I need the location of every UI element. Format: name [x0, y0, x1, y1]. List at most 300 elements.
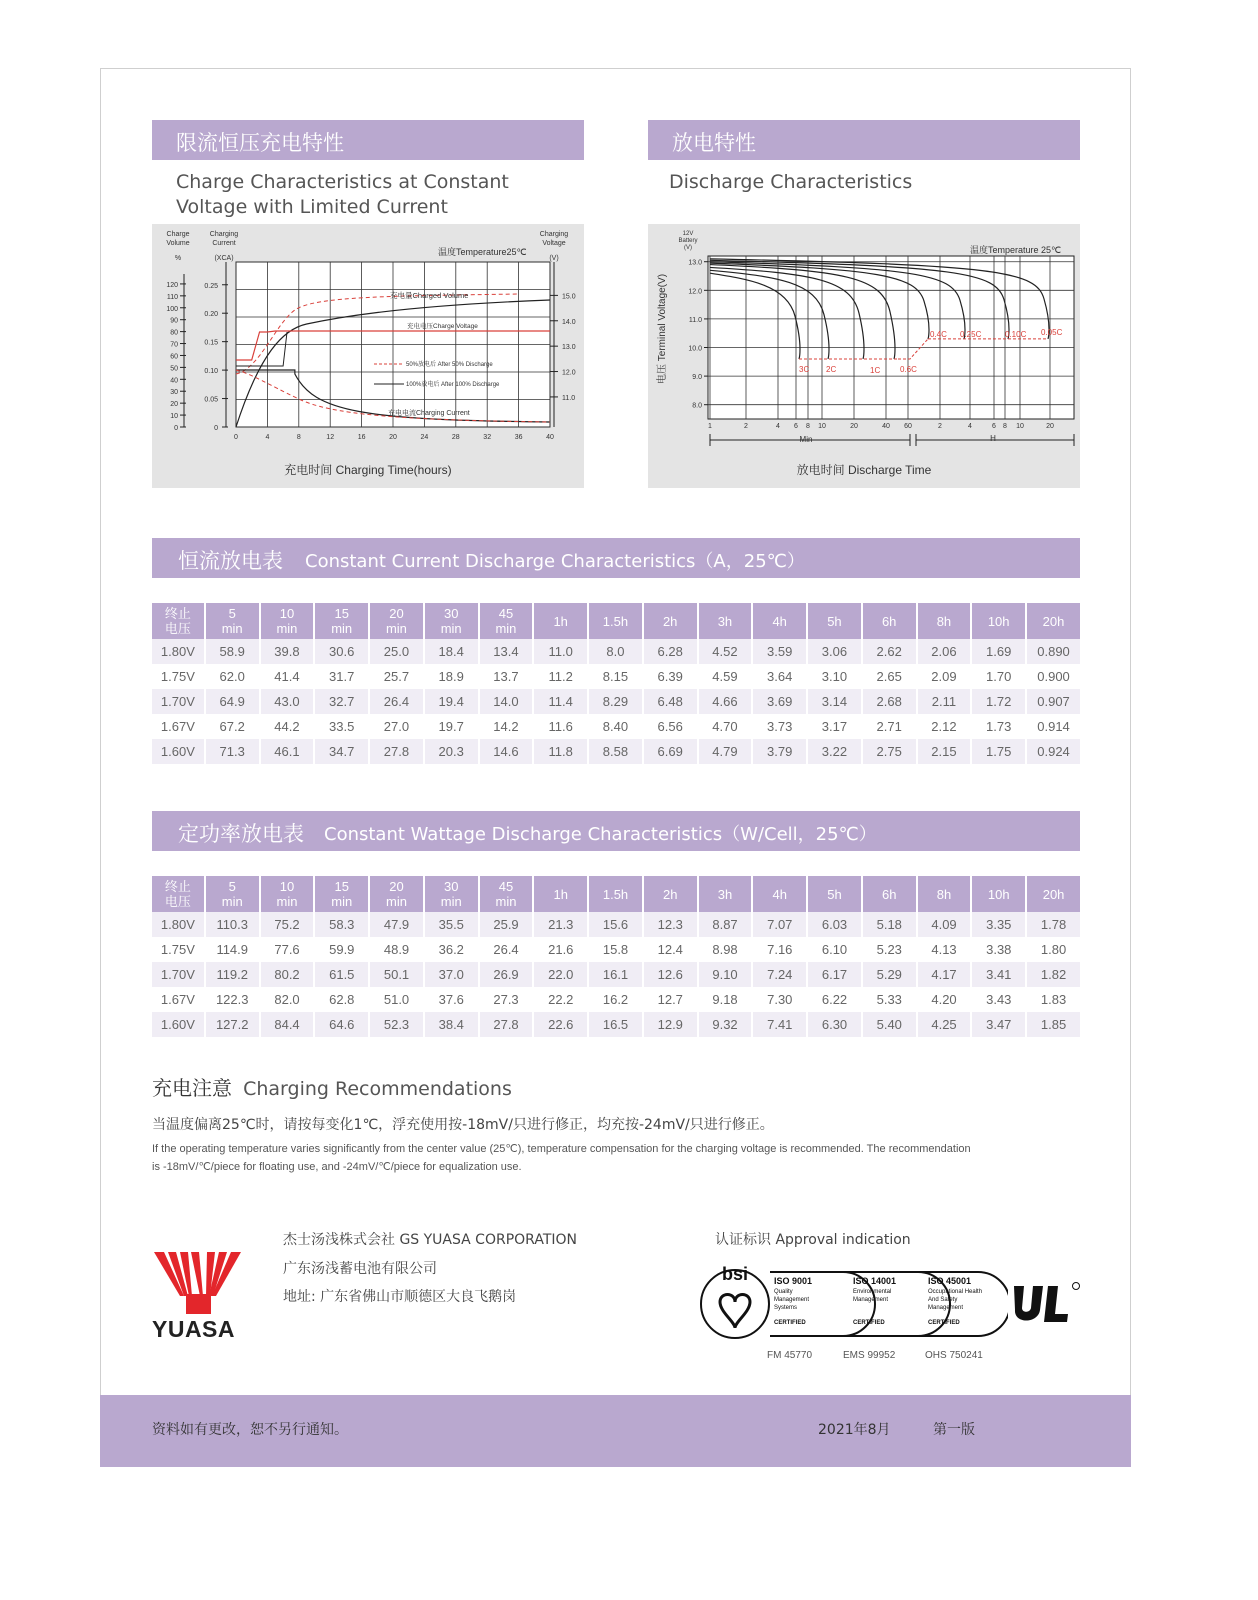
charge-section-title: 限流恒压充电特性 — [176, 131, 344, 155]
cc-table-cell: 27.0 — [370, 714, 423, 739]
cw-table-cell: 82.0 — [261, 987, 314, 1012]
cw-table-cell: 52.3 — [370, 1012, 423, 1037]
cw-table-cell: 6.22 — [808, 987, 861, 1012]
footer-date: 2021年8月 — [818, 1422, 891, 1438]
cw-table-cell: 27.3 — [480, 987, 533, 1012]
cc-table-cell: 27.8 — [370, 739, 423, 764]
cc-table-cell: 31.7 — [315, 664, 368, 689]
cc-header-cell: 45 min — [480, 603, 533, 639]
bsi-heart-icon — [720, 1295, 750, 1329]
cc-table-cell: 1.73 — [972, 714, 1025, 739]
charge-x-tick: 8 — [296, 434, 301, 441]
cc-table-cell: 2.68 — [863, 689, 916, 714]
cw-header-cell: 6h — [863, 876, 916, 912]
cw-table-cell: 127.2 — [206, 1012, 259, 1037]
cc-table-cell: 1.67V — [152, 714, 204, 739]
charge-x-tick: 4 — [265, 434, 270, 441]
cc-table-cell: 34.7 — [315, 739, 368, 764]
cc-table-cell: 1.60V — [152, 739, 204, 764]
discharge-x-tick-h: 6 — [992, 423, 996, 430]
charge-volume-tick: 0 — [174, 425, 178, 432]
company-line1: 杰士汤浅株式会社 GS YUASA CORPORATION — [283, 1232, 577, 1248]
cc-header-cell: 10h — [972, 603, 1025, 639]
cc-table-cell: 3.73 — [753, 714, 806, 739]
cc-table-cell: 2.11 — [918, 689, 971, 714]
cc-table-cell: 20.3 — [425, 739, 478, 764]
cw-table-cell: 4.17 — [918, 962, 971, 987]
cc-table-cell: 11.0 — [534, 639, 587, 664]
cc-table-cell: 39.8 — [261, 639, 314, 664]
cc-table-cell: 43.0 — [261, 689, 314, 714]
cert-2-status: CERTIFIED — [853, 1320, 885, 1326]
bsi-certification-mark — [698, 1262, 1008, 1342]
cw-table-cell: 75.2 — [261, 912, 314, 937]
cw-table-cell: 9.32 — [699, 1012, 752, 1037]
charge-axis-right-l3: (V) — [549, 255, 559, 262]
cert-2-desc-2: Management — [853, 1297, 889, 1303]
after-100-discharge-label: 100%放电后 After 100% Discharge — [406, 382, 500, 388]
charge-voltage-tick: 13.0 — [562, 344, 576, 352]
cc-table-cell: 13.7 — [480, 664, 533, 689]
cw-table-cell: 37.0 — [425, 962, 478, 987]
charge-xlabel: 充电时间 Charging Time(hours) — [284, 463, 452, 477]
cc-header-cell: 10 min — [261, 603, 314, 639]
cc-header-cell: 终止 电压 — [152, 603, 204, 639]
cc-table-cell: 71.3 — [206, 739, 259, 764]
cc-table-cell: 1.75V — [152, 664, 204, 689]
cw-table-cell: 64.6 — [315, 1012, 368, 1037]
cw-header-cell: 3h — [699, 876, 752, 912]
charge-volume-tick: 120 — [166, 281, 178, 289]
discharge-y-tick: 12.0 — [688, 288, 702, 296]
charge-x-tick: 24 — [420, 434, 429, 441]
ul-mark-icon — [1010, 1280, 1082, 1326]
cc-table-cell: 11.4 — [534, 689, 587, 714]
discharge-battery-l1: 12V — [682, 231, 694, 237]
cc-table-cell: 44.2 — [261, 714, 314, 739]
cw-table-cell: 7.07 — [753, 912, 806, 937]
cert-3-desc-1: Occupational Health — [928, 1289, 983, 1295]
cw-table-cell: 77.6 — [261, 937, 314, 962]
cw-table-cell: 51.0 — [370, 987, 423, 1012]
charge-axis-left2-l3: (XCA) — [214, 255, 234, 262]
charge-volume-tick: 50 — [170, 365, 178, 373]
cc-table-cell: 4.70 — [699, 714, 752, 739]
cw-table-cell: 110.3 — [206, 912, 259, 937]
cw-table-cell: 15.8 — [589, 937, 642, 962]
cw-header-cell: 20h — [1027, 876, 1080, 912]
charge-volume-tick: 10 — [170, 413, 178, 421]
company-line3: 地址: 广东省佛山市顺德区大良飞鹅岗 — [283, 1289, 517, 1305]
charge-axis-right-l2: Voltage — [542, 240, 566, 247]
cw-table-cell: 3.43 — [972, 987, 1025, 1012]
charge-axis-left2-l2: Current — [212, 240, 236, 247]
cert-1-status: CERTIFIED — [774, 1320, 806, 1326]
cc-table-cell: 6.28 — [644, 639, 697, 664]
cw-table-cell: 22.6 — [534, 1012, 587, 1037]
charge-chart — [152, 224, 584, 488]
cw-table-cell: 5.40 — [863, 1012, 916, 1037]
cw-table-row — [152, 962, 1080, 987]
cw-header-cell: 15 min — [315, 876, 368, 912]
cert-2-desc-1: Environmental — [853, 1289, 892, 1295]
cw-header-cell: 30 min — [425, 876, 478, 912]
charge-voltage-tick: 11.0 — [562, 394, 576, 402]
cw-table-cell: 21.3 — [534, 912, 587, 937]
cc-table-cell: 3.14 — [808, 689, 861, 714]
cw-table-cell: 3.47 — [972, 1012, 1025, 1037]
cert-3-name: ISO 45001 — [928, 1276, 972, 1286]
cc-table-cell: 2.71 — [863, 714, 916, 739]
cw-table-cell: 3.38 — [972, 937, 1025, 962]
cc-table-header — [152, 538, 1080, 578]
cw-table-cell: 16.1 — [589, 962, 642, 987]
cw-table-cell: 26.9 — [480, 962, 533, 987]
cc-table-cell: 25.0 — [370, 639, 423, 664]
cw-table-cell: 9.10 — [699, 962, 752, 987]
cc-table-cell: 0.924 — [1027, 739, 1080, 764]
charge-axis-left1-l1: Charge — [166, 231, 190, 238]
cw-header-cell: 终止 电压 — [152, 876, 204, 912]
cc-table-cell: 58.9 — [206, 639, 259, 664]
cc-table-cell: 4.66 — [699, 689, 752, 714]
cw-table-body — [152, 912, 1080, 1037]
discharge-section-title: 放电特性 — [672, 131, 756, 155]
cc-table-cell: 1.80V — [152, 639, 204, 664]
cw-table-header — [152, 811, 1080, 851]
discharge-x-tick-min: 4 — [776, 423, 780, 430]
discharge-y-tick: 9.0 — [692, 374, 702, 382]
cc-table — [150, 603, 1082, 764]
cc-table-cell: 4.79 — [699, 739, 752, 764]
cw-table-cell: 1.67V — [152, 987, 204, 1012]
cw-table-cell: 1.78 — [1027, 912, 1080, 937]
charge-volume-tick: 60 — [170, 353, 178, 361]
charge-x-tick: 32 — [483, 434, 492, 441]
cw-table-head-row — [152, 876, 1080, 912]
cc-table-cell: 33.5 — [315, 714, 368, 739]
cc-table-cell: 2.65 — [863, 664, 916, 689]
cc-table-cell: 41.4 — [261, 664, 314, 689]
cc-table-cell: 2.75 — [863, 739, 916, 764]
cw-table-cell: 119.2 — [206, 962, 259, 987]
cert-1-desc-3: Systems — [774, 1305, 798, 1311]
charge-current-tick: 0.25 — [204, 282, 218, 290]
discharge-x-tick-min: 40 — [882, 423, 890, 430]
charge-volume-tick: 20 — [170, 401, 178, 409]
cw-table-cell: 61.5 — [315, 962, 368, 987]
cc-table-cell: 4.52 — [699, 639, 752, 664]
discharge-x-tick-min: 10 — [818, 423, 826, 430]
cw-table-cell: 9.18 — [699, 987, 752, 1012]
discharge-plot-area — [688, 256, 1074, 446]
cw-table-cell: 58.3 — [315, 912, 368, 937]
charge-voltage-tick: 12.0 — [562, 369, 576, 377]
cert-2-name: ISO 14001 — [853, 1276, 897, 1286]
discharge-rate-label: 1C — [870, 365, 881, 375]
charge-voltage-tick: 14.0 — [562, 318, 576, 326]
cc-table-cell: 3.79 — [753, 739, 806, 764]
charge-volume-tick: 40 — [170, 377, 178, 385]
cc-header-cell: 3h — [699, 603, 752, 639]
cw-table-cell: 4.13 — [918, 937, 971, 962]
cw-table-cell: 38.4 — [425, 1012, 478, 1037]
cw-table-cell: 5.18 — [863, 912, 916, 937]
cw-table-cell: 1.82 — [1027, 962, 1080, 987]
charge-x-tick: 40 — [546, 434, 554, 441]
cw-table-cell: 1.60V — [152, 1012, 204, 1037]
cert-3-status: CERTIFIED — [928, 1320, 960, 1326]
cert-code-2: EMS 99952 — [843, 1350, 896, 1361]
cw-table-cell: 80.2 — [261, 962, 314, 987]
discharge-battery-l2: Battery — [678, 238, 698, 244]
cw-header-cell: 5h — [808, 876, 861, 912]
discharge-x-tick-h: 20 — [1046, 423, 1054, 430]
charge-x-tick: 0 — [234, 434, 238, 441]
discharge-rate-label: 0.25C — [960, 329, 982, 339]
charge-volume-tick: 70 — [170, 341, 178, 349]
cw-table-cell: 5.23 — [863, 937, 916, 962]
cw-header-cell: 45 min — [480, 876, 533, 912]
cw-table-cell: 4.09 — [918, 912, 971, 937]
charge-axis-left1-l2: Volume — [166, 240, 190, 247]
cw-table-cell: 62.8 — [315, 987, 368, 1012]
cc-table-cell: 13.4 — [480, 639, 533, 664]
bsi-text: bsi — [722, 1264, 749, 1284]
cw-table-cell: 114.9 — [206, 937, 259, 962]
discharge-x-tick-min: 60 — [904, 423, 912, 430]
cw-table-cell: 12.7 — [644, 987, 697, 1012]
cc-table-cell: 6.39 — [644, 664, 697, 689]
company-line2: 广东汤浅蓄电池有限公司 — [283, 1261, 437, 1277]
discharge-rate-label: 2C — [826, 364, 837, 374]
cc-table-cell: 32.7 — [315, 689, 368, 714]
cc-header-cell: 15 min — [315, 603, 368, 639]
discharge-x-tick-min: 20 — [850, 423, 858, 430]
cc-table-row — [152, 714, 1080, 739]
cw-table-cell: 7.30 — [753, 987, 806, 1012]
charging-current-label: 充电电流Charging Current — [388, 410, 470, 417]
charge-volume-tick: 30 — [170, 389, 178, 397]
cc-table-cell: 3.17 — [808, 714, 861, 739]
cc-table-cell: 0.907 — [1027, 689, 1080, 714]
discharge-y-tick: 13.0 — [688, 259, 702, 267]
cc-table-cell: 3.69 — [753, 689, 806, 714]
discharge-y-tick: 10.0 — [688, 345, 702, 353]
cw-header-cell: 10h — [972, 876, 1025, 912]
cw-table-cell: 3.41 — [972, 962, 1025, 987]
cc-header-cell: 20h — [1027, 603, 1080, 639]
cc-table-cell: 8.15 — [589, 664, 642, 689]
cc-table-cell: 0.890 — [1027, 639, 1080, 664]
cc-table-cell: 19.7 — [425, 714, 478, 739]
cc-table-cell: 3.64 — [753, 664, 806, 689]
cw-table-cell: 16.5 — [589, 1012, 642, 1037]
cw-table-cell: 122.3 — [206, 987, 259, 1012]
charge-x-tick: 16 — [357, 434, 366, 441]
cc-table-cell: 6.69 — [644, 739, 697, 764]
cc-table-cell: 8.40 — [589, 714, 642, 739]
discharge-y-tick: 8.0 — [692, 402, 702, 410]
discharge-section-header — [648, 120, 1080, 160]
cw-table-row — [152, 1012, 1080, 1037]
discharge-y-tick: 11.0 — [688, 316, 702, 324]
charge-volume-tick: 100 — [166, 305, 178, 313]
cc-table-cell: 18.4 — [425, 639, 478, 664]
cc-header-cell: 2h — [644, 603, 697, 639]
cw-table-cell: 12.3 — [644, 912, 697, 937]
cc-table-cell: 2.06 — [918, 639, 971, 664]
cw-table-cell: 6.03 — [808, 912, 861, 937]
cc-table-cell: 0.900 — [1027, 664, 1080, 689]
discharge-x-tick-h: 8 — [1003, 423, 1007, 430]
cw-table-cell: 59.9 — [315, 937, 368, 962]
recommendations-title-en: Charging Recommendations — [243, 1078, 512, 1100]
cert-1-desc-1: Quality — [774, 1289, 793, 1295]
cw-header-cell: 5 min — [206, 876, 259, 912]
charge-x-tick: 12 — [326, 434, 335, 441]
cc-table-cell: 2.12 — [918, 714, 971, 739]
cw-table-row — [152, 912, 1080, 937]
cc-header-cell: 5h — [808, 603, 861, 639]
cw-table-cell: 47.9 — [370, 912, 423, 937]
cc-header-cell: 6h — [863, 603, 916, 639]
discharge-rate-label: 3C — [799, 364, 810, 374]
cc-table-cell: 8.58 — [589, 739, 642, 764]
cw-table-cell: 21.6 — [534, 937, 587, 962]
yuasa-logo-text: YUASA — [152, 1316, 236, 1342]
cc-table-cell: 2.09 — [918, 664, 971, 689]
cw-table-cell: 1.70V — [152, 962, 204, 987]
cc-table-cell: 25.7 — [370, 664, 423, 689]
charge-volume-tick: 110 — [166, 293, 178, 301]
charge-temperature: 温度Temperature25℃ — [438, 247, 527, 257]
cw-table-cell: 1.75V — [152, 937, 204, 962]
cw-table-cell: 26.4 — [480, 937, 533, 962]
recommendations-title — [152, 1072, 512, 1101]
cw-table-cell: 1.80V — [152, 912, 204, 937]
cc-table-cell: 11.6 — [534, 714, 587, 739]
cc-header-cell: 1.5h — [589, 603, 642, 639]
cc-table-cell: 11.2 — [534, 664, 587, 689]
cc-table-cell: 14.6 — [480, 739, 533, 764]
cw-table-cell: 6.17 — [808, 962, 861, 987]
cc-table-cell: 4.59 — [699, 664, 752, 689]
cc-table-cell: 14.0 — [480, 689, 533, 714]
cert-1-desc-2: Management — [774, 1297, 810, 1303]
cw-table-cell: 1.85 — [1027, 1012, 1080, 1037]
charged-volume-label: 充电量Charged Volume — [390, 291, 469, 300]
discharge-x-tick-min: 8 — [806, 423, 810, 430]
cc-table-cell: 1.72 — [972, 689, 1025, 714]
discharge-x-tick-h: 4 — [968, 423, 972, 430]
cw-table-cell: 50.1 — [370, 962, 423, 987]
discharge-battery-l3: (V) — [684, 245, 692, 251]
cc-table-body — [152, 639, 1080, 764]
cc-table-cell: 8.29 — [589, 689, 642, 714]
cc-table-row — [152, 639, 1080, 664]
cw-header-cell: 8h — [918, 876, 971, 912]
discharge-x-tick-min: 2 — [744, 423, 748, 430]
cw-table-cell: 12.9 — [644, 1012, 697, 1037]
cc-header-cell: 8h — [918, 603, 971, 639]
charge-axis-left1-l3: % — [174, 255, 182, 262]
cc-table-cell: 3.10 — [808, 664, 861, 689]
charge-section-header — [152, 120, 584, 160]
cw-table-cell: 5.33 — [863, 987, 916, 1012]
discharge-x-tick-min: 1 — [708, 423, 712, 430]
cc-table-cell: 3.06 — [808, 639, 861, 664]
cw-table-cell: 8.87 — [699, 912, 752, 937]
certification-badges — [698, 1262, 1008, 1342]
recommendations-text-zh: 当温度偏离25℃时，请按每变化1℃，浮充使用按-18mV/只进行修正，均充按-24mV/只进行修正。 — [152, 1117, 774, 1133]
cc-table-cell: 1.69 — [972, 639, 1025, 664]
cw-table-row — [152, 987, 1080, 1012]
charge-chart-svg — [152, 224, 584, 488]
discharge-xlabel: 放电时间 Discharge Time — [796, 463, 932, 477]
discharge-ylabel: 电压 Terminal Voltage(V) — [657, 273, 668, 385]
cw-table-cell: 15.6 — [589, 912, 642, 937]
discharge-x-tick-h: 2 — [938, 423, 942, 430]
cw-table-cell: 5.29 — [863, 962, 916, 987]
cw-header-cell: 2h — [644, 876, 697, 912]
cc-table-cell: 3.22 — [808, 739, 861, 764]
cc-table-row — [152, 739, 1080, 764]
charge-current-tick: 0.20 — [204, 311, 218, 319]
cc-header-cell: 4h — [753, 603, 806, 639]
discharge-x-tick-h: 10 — [1016, 423, 1024, 430]
cc-table-cell: 46.1 — [261, 739, 314, 764]
cc-table-cell: 6.48 — [644, 689, 697, 714]
cert-3-desc-2: And Safety — [928, 1297, 958, 1303]
cw-table-cell: 84.4 — [261, 1012, 314, 1037]
recommendations-title-zh: 充电注意 — [152, 1076, 232, 1100]
cc-table-title-en: Constant Current Discharge Characteristics（A，25℃） — [305, 551, 805, 572]
approval-title: 认证标识 Approval indication — [715, 1232, 911, 1248]
recommendations-text-en-2: is -18mV/℃/piece for floating use, and -24mV/℃/piece for equalization use. — [152, 1161, 522, 1173]
charge-voltage-tick: 15.0 — [562, 293, 576, 301]
cc-table-cell: 1.70 — [972, 664, 1025, 689]
cw-table-cell: 1.80 — [1027, 937, 1080, 962]
charge-voltage-label: 充电电压Charge Voltage — [407, 323, 478, 330]
cw-table-cell: 7.16 — [753, 937, 806, 962]
cc-table-cell: 18.9 — [425, 664, 478, 689]
cc-header-cell: 20 min — [370, 603, 423, 639]
discharge-unit-h: H — [990, 434, 996, 443]
cw-table-cell: 37.6 — [425, 987, 478, 1012]
charge-section-subtitle: Charge Characteristics at Constant Voltage with Limited Current — [176, 171, 509, 218]
discharge-rate-label: 0.10C — [1005, 329, 1027, 339]
charge-current-tick: 0.05 — [204, 396, 218, 404]
cw-header-cell: 4h — [753, 876, 806, 912]
charge-x-tick: 36 — [514, 434, 523, 441]
cc-table-row — [152, 664, 1080, 689]
discharge-rate-label: 0.4C — [930, 329, 947, 339]
cw-table-cell: 22.0 — [534, 962, 587, 987]
discharge-chart-svg — [648, 224, 1080, 488]
cc-header-cell: 5 min — [206, 603, 259, 639]
cc-table-row — [152, 689, 1080, 714]
cc-table-cell: 2.62 — [863, 639, 916, 664]
cw-table-cell: 22.2 — [534, 987, 587, 1012]
discharge-rate-label: 0.05C — [1041, 327, 1063, 337]
cw-table-cell: 6.30 — [808, 1012, 861, 1037]
discharge-rate-label: 0.6C — [900, 364, 917, 374]
cw-table-cell: 1.83 — [1027, 987, 1080, 1012]
cc-table-title-zh: 恒流放电表 — [178, 549, 283, 573]
cw-table-cell: 7.24 — [753, 962, 806, 987]
discharge-section-subtitle: Discharge Characteristics — [669, 171, 913, 193]
